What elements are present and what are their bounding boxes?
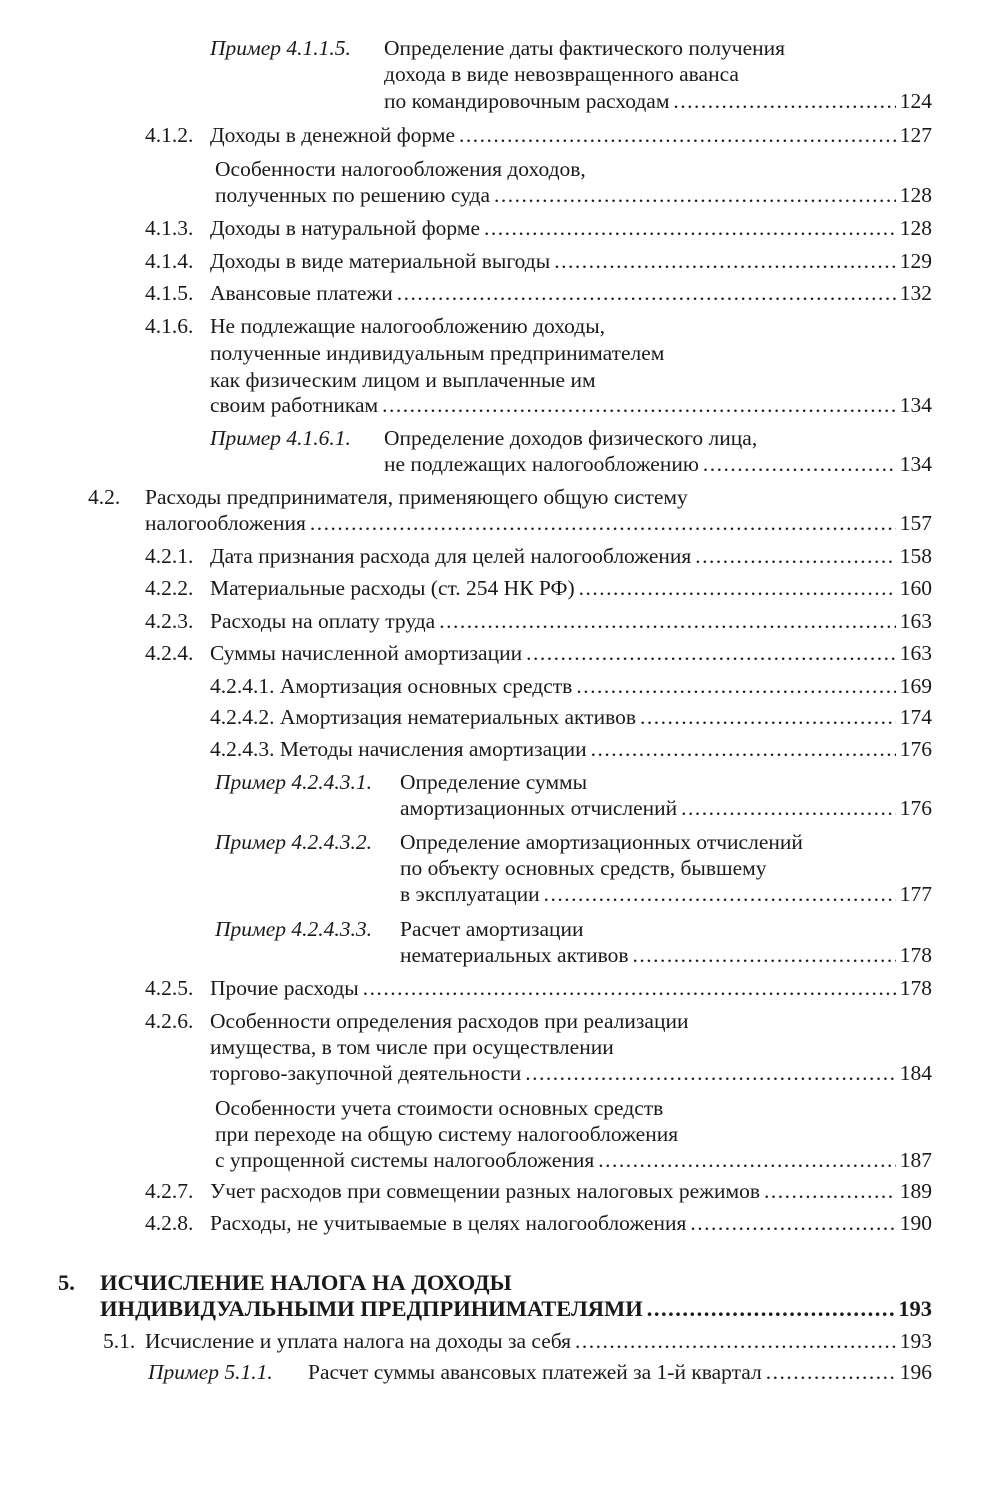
toc-entry-number: Пример 4.2.4.3.2.	[215, 830, 373, 854]
toc-entry-title-line	[210, 1008, 688, 1034]
toc-entry-title-line	[215, 156, 586, 182]
toc-entry-title: Исчисление и уплата налога на доходы за себя	[145, 1329, 572, 1353]
dot-leader	[703, 451, 896, 477]
toc-entry-title-line	[210, 673, 932, 699]
toc-entry-title-line	[210, 248, 932, 274]
toc-entry-title-line	[400, 795, 932, 821]
toc-entry-title: при переходе на общую систему налогообложения	[215, 1122, 679, 1146]
toc-entry-title-line	[100, 1296, 932, 1322]
toc-entry-title-line	[210, 543, 932, 569]
toc-entry-title-line	[145, 484, 688, 510]
toc-entry-title-line	[210, 640, 932, 666]
dot-leader	[397, 280, 896, 306]
toc-entry-title-line	[400, 881, 932, 907]
toc-entry-title-line	[145, 1328, 932, 1354]
page-number: 163	[899, 641, 932, 665]
toc-entry-title: налогообложения	[145, 511, 306, 535]
toc-entry-title: амортизационных отчислений	[400, 796, 678, 820]
toc-entry-title: Материальные расходы (ст. 254 НК РФ)	[210, 576, 575, 600]
page-number: 174	[899, 705, 932, 729]
toc-entry-title-line	[384, 61, 739, 87]
toc-entry-title-line	[215, 182, 932, 208]
toc-entry-title-line	[210, 122, 932, 148]
toc-entry-title-line	[384, 88, 932, 114]
toc-entry-title: своим работникам	[210, 393, 379, 417]
toc-entry-number: Пример 4.1.6.1.	[210, 426, 351, 450]
dot-leader	[576, 673, 895, 699]
toc-entry-title-line	[384, 425, 757, 451]
dot-leader	[484, 215, 896, 241]
toc-entry-title: 4.2.4.2. Амортизация нематериальных активов	[210, 705, 636, 729]
toc-entry-title: 4.2.4.1. Амортизация основных средств	[210, 674, 573, 698]
toc-entry-title-line	[384, 35, 785, 61]
toc-entry-title: Доходы в виде материальной выгоды	[210, 249, 551, 273]
toc-entry-title: Не подлежащие налогообложению доходы,	[210, 314, 606, 338]
toc-entry-title: Расчет суммы авансовых платежей за 1-й квартал	[308, 1360, 762, 1384]
toc-entry-number: 4.1.6.	[145, 314, 194, 338]
toc-entry-title-line	[308, 1359, 932, 1385]
toc-entry-number: 4.2.	[88, 485, 121, 509]
toc-entry-title: по командировочным расходам	[384, 89, 670, 113]
toc-entry-title-line	[400, 829, 803, 855]
dot-leader	[673, 88, 895, 114]
dot-leader	[695, 543, 895, 569]
dot-leader	[310, 510, 896, 536]
toc-entry-title-line	[210, 975, 932, 1001]
toc-entry-title: Определение даты фактического получения	[384, 36, 786, 60]
page-number: 190	[899, 1211, 932, 1235]
toc-entry-number: 5.1.	[103, 1329, 136, 1353]
toc-entry-number: 5.	[58, 1270, 75, 1295]
page-number: 177	[899, 882, 932, 906]
dot-leader	[633, 942, 896, 968]
toc-entry-title: имущества, в том числе при осуществлении	[210, 1035, 614, 1059]
toc-entry-title-line	[210, 367, 596, 393]
page-number: 157	[899, 511, 932, 535]
page-number: 132	[899, 281, 932, 305]
toc-entry-number: 4.2.2.	[145, 576, 194, 600]
toc-entry-title: Доходы в натуральной форме	[210, 216, 480, 240]
toc-entry-title: Доходы в денежной форме	[210, 123, 456, 147]
dot-leader	[459, 122, 896, 148]
toc-entry-title: ИСЧИСЛЕНИЕ НАЛОГА НА ДОХОДЫ	[100, 1270, 512, 1295]
toc-entry-title-line	[100, 1270, 512, 1296]
toc-entry-title-line	[210, 313, 605, 339]
dot-leader	[575, 1328, 896, 1354]
toc-entry-title: торгово-закупочной деятельности	[210, 1061, 522, 1085]
toc-entry-title-line	[210, 736, 932, 762]
dot-leader	[494, 182, 896, 208]
toc-entry-title-line	[210, 280, 932, 306]
dot-leader	[382, 392, 896, 418]
toc-entry-title-line	[210, 1210, 932, 1236]
page-number: 158	[899, 544, 932, 568]
toc-entry-title-line	[215, 1147, 932, 1173]
dot-leader	[526, 640, 896, 666]
page-number: 187	[899, 1148, 932, 1172]
dot-leader	[640, 704, 896, 730]
dot-leader	[525, 1060, 896, 1086]
toc-entry-title-line	[210, 340, 664, 366]
toc-entry-title: Авансовые платежи	[210, 281, 393, 305]
toc-entry-title-line	[210, 575, 932, 601]
toc-entry-title: не подлежащих налогообложению	[384, 452, 699, 476]
page-number: 184	[899, 1061, 932, 1085]
dot-leader	[439, 608, 896, 634]
toc-entry-title: Определение доходов физического лица,	[384, 426, 758, 450]
toc-entry-number: 4.2.6.	[145, 1009, 194, 1033]
toc-entry-title: Прочие расходы	[210, 976, 359, 1000]
dot-leader	[591, 736, 896, 762]
toc-entry-title: Учет расходов при совмещении разных налоговых режимов	[210, 1179, 761, 1203]
toc-entry-title-line	[400, 916, 584, 942]
toc-entry-number: 4.1.4.	[145, 249, 194, 273]
toc-entry-number: 4.2.4.	[145, 641, 194, 665]
dot-leader	[598, 1147, 896, 1173]
toc-entry-number: Пример 4.2.4.3.3.	[215, 917, 373, 941]
toc-entry-title-line	[400, 855, 766, 881]
toc-entry-number: Пример 5.1.1.	[148, 1360, 273, 1384]
toc-entry-title-line	[210, 1034, 614, 1060]
toc-entry-title: нематериальных активов	[400, 943, 629, 967]
page-number: 176	[899, 737, 932, 761]
page-number: 169	[899, 674, 932, 698]
toc-entry-number: Пример 4.2.4.3.1.	[215, 770, 373, 794]
page-number: 193	[898, 1296, 932, 1321]
page-number: 128	[899, 183, 932, 207]
toc-entry-number: 4.2.7.	[145, 1179, 194, 1203]
toc-entry-number: 4.1.5.	[145, 281, 194, 305]
toc-entry-number: 4.1.2.	[145, 123, 194, 147]
dot-leader	[647, 1296, 894, 1322]
toc-entry-number: 4.2.5.	[145, 976, 194, 1000]
toc-entry-title: как физическим лицом и выплаченные им	[210, 368, 596, 392]
toc-entry-title-line	[215, 1095, 663, 1121]
toc-entry-title-line	[215, 1121, 678, 1147]
toc-entry-title: с упрощенной системы налогообложения	[215, 1148, 595, 1172]
toc-entry-title: ИНДИВИДУАЛЬНЫМИ ПРЕДПРИНИМАТЕЛЯМИ	[100, 1296, 643, 1321]
toc-entry-title: 4.2.4.3. Методы начисления амортизации	[210, 737, 587, 761]
toc-entry-title: Особенности налогообложения доходов,	[215, 157, 586, 181]
toc-entry-title: Расчет амортизации	[400, 917, 584, 941]
toc-entry-title: полученных по решению суда	[215, 183, 490, 207]
page-number: 178	[899, 976, 932, 1000]
toc-entry-title-line	[400, 942, 932, 968]
toc-entry-title: Расходы, не учитываемые в целях налогообложения	[210, 1211, 687, 1235]
toc-entry-title: Определение амортизационных отчислений	[400, 830, 803, 854]
toc-entry-title: Суммы начисленной амортизации	[210, 641, 523, 665]
page-number: 176	[899, 796, 932, 820]
page-number: 178	[899, 943, 932, 967]
toc-entry-title-line	[210, 704, 932, 730]
page-number: 127	[899, 123, 932, 147]
page-number: 160	[899, 576, 932, 600]
toc-entry-title-line	[384, 451, 932, 477]
toc-entry-title-line	[145, 510, 932, 536]
toc-entry-number: 4.2.3.	[145, 609, 194, 633]
toc-entry-number: 4.1.3.	[145, 216, 194, 240]
page-number: 134	[899, 452, 932, 476]
page-number: 193	[899, 1329, 932, 1353]
toc-entry-title: Расходы предпринимателя, применяющего общую систему	[145, 485, 688, 509]
toc-entry-title-line	[210, 1178, 932, 1204]
page-number: 128	[899, 216, 932, 240]
toc-entry-title-line	[210, 608, 932, 634]
page-number: 129	[899, 249, 932, 273]
dot-leader	[363, 975, 896, 1001]
toc-entry-title: дохода в виде невозвращенного аванса	[384, 62, 739, 86]
dot-leader	[690, 1210, 895, 1236]
toc-entry-title-line	[400, 769, 587, 795]
toc-entry-title-line	[210, 1060, 932, 1086]
dot-leader	[544, 881, 896, 907]
toc-entry-title: полученные индивидуальным предпринимателем	[210, 341, 665, 365]
toc-entry-number: Пример 4.1.1.5.	[210, 36, 351, 60]
toc-entry-title: Особенности определения расходов при реализации	[210, 1009, 689, 1033]
page-number: 196	[899, 1360, 932, 1384]
toc-entry-title: Определение суммы	[400, 770, 588, 794]
toc-entry-number: 4.2.8.	[145, 1211, 194, 1235]
page-number: 163	[899, 609, 932, 633]
toc-entry-title: по объекту основных средств, бывшему	[400, 856, 767, 880]
toc-entry-title: в эксплуатации	[400, 882, 540, 906]
page-number: 189	[899, 1179, 932, 1203]
dot-leader	[554, 248, 896, 274]
toc-entry-title-line	[210, 215, 932, 241]
dot-leader	[764, 1178, 896, 1204]
dot-leader	[579, 575, 896, 601]
toc-entry-title-line	[210, 392, 932, 418]
dot-leader	[681, 795, 896, 821]
toc-entry-title: Особенности учета стоимости основных средств	[215, 1096, 664, 1120]
page-number: 134	[899, 393, 932, 417]
toc-entry-title: Расходы на оплату труда	[210, 609, 436, 633]
toc-entry-title: Дата признания расхода для целей налогообложения	[210, 544, 692, 568]
dot-leader	[766, 1359, 896, 1385]
page-number: 124	[899, 89, 932, 113]
toc-entry-number: 4.2.1.	[145, 544, 194, 568]
